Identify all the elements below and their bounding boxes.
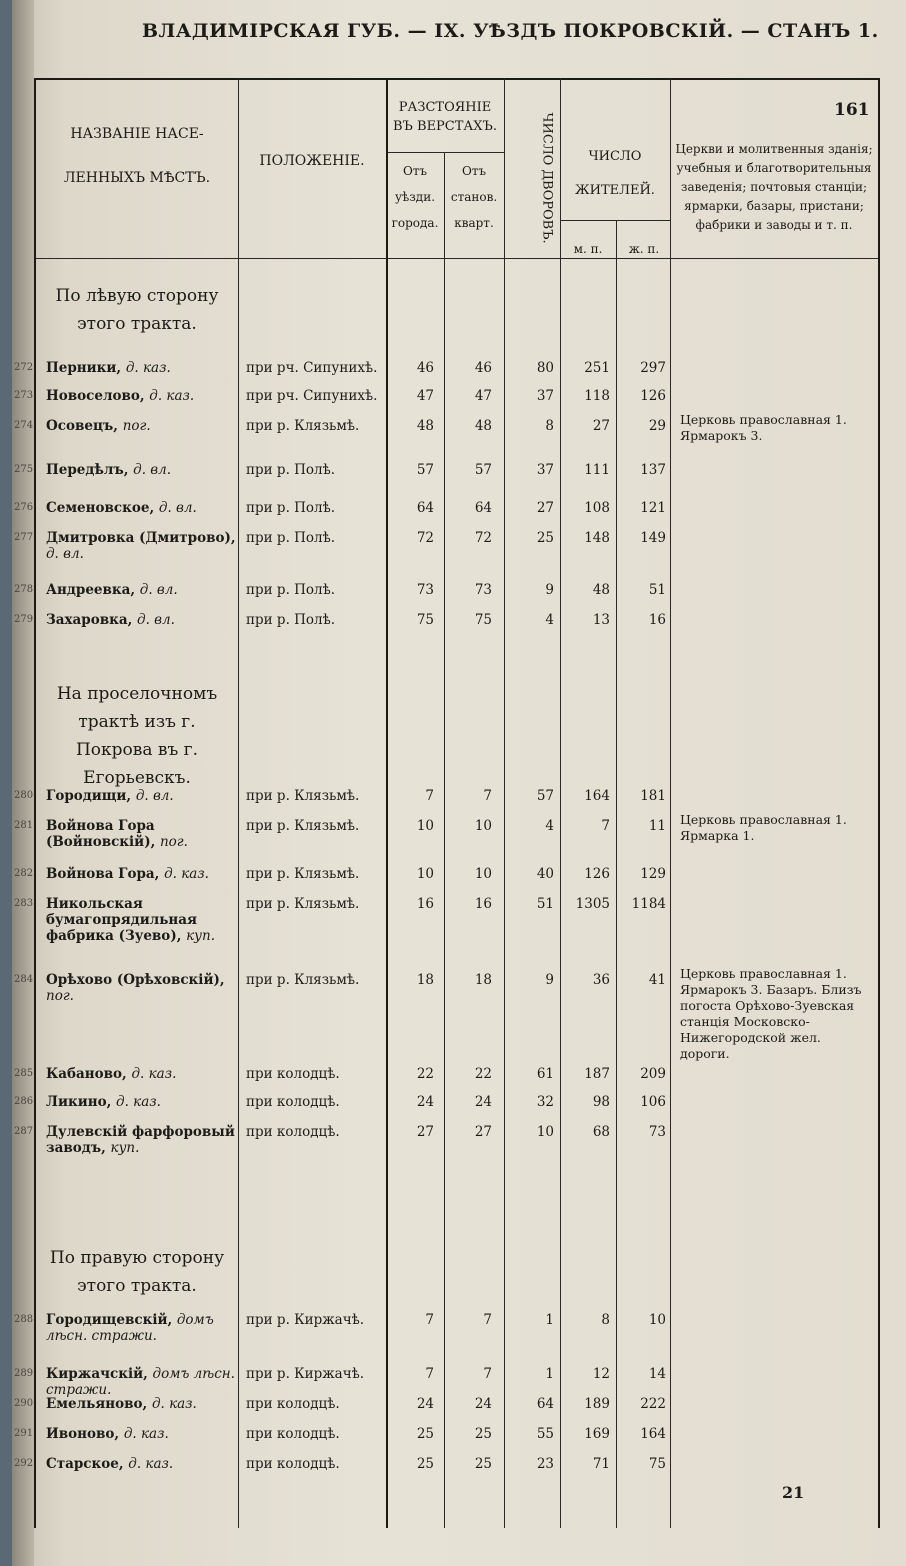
cell-name <box>46 582 241 598</box>
cell-city: 7 <box>425 788 434 804</box>
cell-pos: при р. Полѣ. <box>246 500 336 516</box>
place-name: Захаровка, <box>46 612 133 628</box>
cell-city: 10 <box>416 818 434 834</box>
place-name: Ликино, <box>46 1094 112 1110</box>
cell-idx: 284 <box>14 974 34 985</box>
cell-hh: 4 <box>545 612 554 628</box>
cell-pos: при р. Клязьмѣ. <box>246 818 360 834</box>
cell-hh: 61 <box>536 1066 554 1082</box>
residents-subrule <box>560 220 670 221</box>
cell-city: 16 <box>416 896 434 912</box>
cell-m: 118 <box>584 388 610 404</box>
cell-name <box>46 530 241 562</box>
page-header: ВЛАДИМІРСКАЯ ГУБ. — IX. УѢЗДЪ ПОКРОВСКІЙ. — СТАНЪ 1. <box>142 20 879 42</box>
cell-pos: при р. Полѣ. <box>246 530 336 546</box>
col-header-name: НАЗВАНІЕ НАСЕ-ЛЕННЫХЪ МѢСТЪ. <box>63 126 211 186</box>
cell-city: 24 <box>416 1396 434 1412</box>
cell-m: 98 <box>592 1094 610 1110</box>
cell-pos: при колодцѣ. <box>246 1456 340 1472</box>
cell-idx: 278 <box>14 584 34 595</box>
place-name: Городищи, <box>46 788 132 804</box>
header-bottom-rule <box>34 258 880 259</box>
cell-m: 126 <box>584 866 610 882</box>
cell-hh: 10 <box>536 1124 554 1140</box>
place-name: Андреевка, <box>46 582 136 598</box>
cell-f: 41 <box>648 972 666 988</box>
cell-station: 18 <box>474 972 492 988</box>
cell-idx: 289 <box>14 1368 34 1379</box>
document-page <box>12 0 906 1566</box>
place-name: Войнова Гора (Войновскій), <box>46 818 156 850</box>
cell-name <box>46 462 241 478</box>
cell-m: 189 <box>584 1396 610 1412</box>
cell-city: 18 <box>416 972 434 988</box>
cell-pos: при р. Полѣ. <box>246 582 336 598</box>
col-header-position: ПОЛОЖЕНІЕ. <box>259 153 365 169</box>
place-type: куп. <box>186 928 215 944</box>
place-type: д. вл. <box>139 582 178 598</box>
cell-pos: при рч. Сипунихѣ. <box>246 360 378 376</box>
cell-pos: при р. Клязьмѣ. <box>246 418 360 434</box>
cell-city: 73 <box>416 582 434 598</box>
cell-name <box>46 500 241 516</box>
cell-station: 7 <box>483 1366 492 1382</box>
cell-f: 11 <box>648 818 666 834</box>
cell-idx: 285 <box>14 1068 34 1079</box>
cell-idx: 288 <box>14 1314 34 1325</box>
cell-pos: при колодцѣ. <box>246 1094 340 1110</box>
cell-city: 46 <box>416 360 434 376</box>
cell-m: 169 <box>584 1426 610 1442</box>
cell-city: 64 <box>416 500 434 516</box>
cell-city: 7 <box>425 1366 434 1382</box>
cell-idx: 276 <box>14 502 34 513</box>
cell-station: 27 <box>474 1124 492 1140</box>
cell-station: 57 <box>474 462 492 478</box>
cell-m: 48 <box>592 582 610 598</box>
cell-name <box>46 788 241 804</box>
cell-station: 22 <box>474 1066 492 1082</box>
cell-pos: при р. Клязьмѣ. <box>246 896 360 912</box>
cell-idx: 281 <box>14 820 34 831</box>
cell-m: 1305 <box>575 896 610 912</box>
place-name: Ивоново, <box>46 1426 120 1442</box>
col-line <box>504 78 505 1528</box>
cell-station: 47 <box>474 388 492 404</box>
cell-pos: при колодцѣ. <box>246 1124 340 1140</box>
cell-station: 64 <box>474 500 492 516</box>
place-type: д. каз. <box>131 1066 177 1082</box>
distance-subrule <box>386 152 504 153</box>
cell-station: 72 <box>474 530 492 546</box>
cell-pos: при р. Киржачѣ. <box>246 1366 365 1382</box>
cell-pos: при р. Клязьмѣ. <box>246 788 360 804</box>
cell-f: 121 <box>640 500 666 516</box>
place-name: Киржачскій, <box>46 1366 148 1382</box>
cell-pos: при р. Киржачѣ. <box>246 1312 365 1328</box>
col-line <box>444 152 445 1528</box>
cell-hh: 9 <box>545 582 554 598</box>
cell-f: 10 <box>648 1312 666 1328</box>
col-line <box>670 78 671 1528</box>
cell-name <box>46 388 241 404</box>
cell-hh: 40 <box>536 866 554 882</box>
col-line <box>616 220 617 1528</box>
cell-f: 29 <box>648 418 666 434</box>
place-type: д. вл. <box>135 788 174 804</box>
cell-name <box>46 972 241 1004</box>
cell-name <box>46 612 241 628</box>
cell-pos: при р. Полѣ. <box>246 462 336 478</box>
table-top-rule <box>34 78 880 80</box>
cell-f: 149 <box>640 530 666 546</box>
cell-f: 106 <box>640 1094 666 1110</box>
cell-station: 7 <box>483 1312 492 1328</box>
place-type: куп. <box>110 1140 140 1156</box>
cell-station: 46 <box>474 360 492 376</box>
col-line <box>386 78 388 1528</box>
cell-city: 22 <box>416 1066 434 1082</box>
col-line <box>34 78 36 1528</box>
cell-idx: 279 <box>14 614 34 625</box>
cell-pos: при колодцѣ. <box>246 1396 340 1412</box>
cell-idx: 274 <box>14 420 34 431</box>
col-header-distance: РАЗСТОЯНІЕ ВЪ ВЕРСТАХЪ. <box>393 100 497 134</box>
cell-idx: 291 <box>14 1428 34 1439</box>
place-name: Войнова Гора, <box>46 866 160 882</box>
cell-f: 181 <box>640 788 666 804</box>
cell-city: 10 <box>416 866 434 882</box>
place-type: д. вл. <box>46 546 84 562</box>
cell-city: 72 <box>416 530 434 546</box>
cell-station: 25 <box>474 1426 492 1442</box>
cell-idx: 275 <box>14 464 34 475</box>
cell-pos: при р. Клязьмѣ. <box>246 972 360 988</box>
place-type: д. каз. <box>149 388 195 404</box>
cell-m: 148 <box>584 530 610 546</box>
cell-idx: 282 <box>14 868 34 879</box>
cell-f: 126 <box>640 388 666 404</box>
place-name: Емельяново, <box>46 1396 148 1412</box>
cell-idx: 277 <box>14 532 34 543</box>
cell-city: 7 <box>425 1312 434 1328</box>
cell-name <box>46 1066 241 1082</box>
cell-name <box>46 1426 241 1442</box>
cell-idx: 280 <box>14 790 34 801</box>
cell-note: Церковь православная 1. Ярмарокъ 3. <box>680 412 847 443</box>
cell-hh: 1 <box>545 1366 554 1382</box>
col-header-households: ЧИСЛО ДВОРОВЪ. <box>539 112 555 244</box>
cell-hh: 57 <box>536 788 554 804</box>
col-header-male: м. п. <box>573 242 603 256</box>
cell-f: 1184 <box>631 896 666 912</box>
cell-m: 251 <box>584 360 610 376</box>
cell-name <box>46 1094 241 1110</box>
place-name: Городищевскій, <box>46 1312 173 1328</box>
footer-number: 21 <box>782 1483 805 1502</box>
col-line <box>560 78 561 1528</box>
cell-f: 129 <box>640 866 666 882</box>
section-title: На проселочномъ трактѣ изъ г. Покрова въ г. Егорьевскъ. <box>56 684 218 788</box>
cell-city: 75 <box>416 612 434 628</box>
place-type: домъ лѣсн. стражи. <box>46 1366 235 1398</box>
cell-idx: 286 <box>14 1096 34 1107</box>
cell-city: 27 <box>416 1124 434 1140</box>
cell-note: Церковь православная 1. Ярмарокъ 3. Базаръ. Близъ погоста Орѣхово-Зуевская станція Московско-Нижегородской жел. дороги. <box>680 966 862 1061</box>
place-type: д. каз. <box>116 1094 161 1110</box>
cell-f: 209 <box>640 1066 666 1082</box>
cell-city: 57 <box>416 462 434 478</box>
cell-m: 8 <box>601 1312 610 1328</box>
place-name: Передѣлъ, <box>46 462 129 478</box>
place-type: пог. <box>159 834 188 850</box>
place-name: Орѣхово (Орѣховскій), <box>46 972 225 988</box>
cell-hh: 4 <box>545 818 554 834</box>
cell-pos: при р. Клязьмѣ. <box>246 866 360 882</box>
cell-name <box>46 866 241 882</box>
col-header-dist-city: Отъ уѣзди. города. <box>391 164 439 230</box>
cell-f: 222 <box>640 1396 666 1412</box>
place-name: Осовецъ, <box>46 418 118 434</box>
cell-city: 25 <box>416 1456 434 1472</box>
cell-idx: 287 <box>14 1126 34 1137</box>
cell-m: 27 <box>592 418 610 434</box>
cell-hh: 37 <box>536 462 554 478</box>
cell-station: 10 <box>474 866 492 882</box>
place-name: Дулевскій фарфоровый заводъ, <box>46 1124 235 1156</box>
cell-hh: 64 <box>536 1396 554 1412</box>
place-type: д. вл. <box>158 500 197 516</box>
place-name: Перники, <box>46 360 122 376</box>
cell-hh: 8 <box>545 418 554 434</box>
cell-pos: при колодцѣ. <box>246 1426 340 1442</box>
cell-m: 71 <box>592 1456 610 1472</box>
cell-pos: при рч. Сипунихѣ. <box>246 388 378 404</box>
place-name: Старское, <box>46 1456 124 1472</box>
cell-station: 73 <box>474 582 492 598</box>
cell-m: 187 <box>584 1066 610 1082</box>
col-header-notes: Церкви и молитвенныя зданія; учебныя и благотворительныя заведенія; почтовыя станціи; ярмарки, базары, пристани; фабрики и заводы и т. п. <box>675 142 873 232</box>
cell-hh: 23 <box>536 1456 554 1472</box>
cell-hh: 51 <box>536 896 554 912</box>
cell-f: 73 <box>648 1124 666 1140</box>
cell-station: 16 <box>474 896 492 912</box>
cell-hh: 55 <box>536 1426 554 1442</box>
place-name: Никольская бумагопрядильная фабрика (Зуево), <box>46 896 197 944</box>
cell-pos: при колодцѣ. <box>246 1066 340 1082</box>
cell-m: 36 <box>592 972 610 988</box>
place-type: д. каз. <box>164 866 209 882</box>
cell-city: 47 <box>416 388 434 404</box>
cell-name <box>46 1312 241 1344</box>
cell-m: 7 <box>601 818 610 834</box>
place-type: д. каз. <box>125 360 171 376</box>
cell-f: 75 <box>648 1456 666 1472</box>
cell-hh: 1 <box>545 1312 554 1328</box>
col-line <box>878 78 880 1528</box>
cell-hh: 37 <box>536 388 554 404</box>
cell-name <box>46 818 241 850</box>
cell-station: 75 <box>474 612 492 628</box>
place-type: пог. <box>122 418 151 434</box>
cell-name <box>46 1456 241 1472</box>
col-header-residents: ЧИСЛО ЖИТЕЛЕЙ. <box>575 149 655 198</box>
cell-f: 14 <box>648 1366 666 1382</box>
cell-station: 7 <box>483 788 492 804</box>
place-type: пог. <box>46 988 74 1004</box>
cell-f: 137 <box>640 462 666 478</box>
cell-hh: 32 <box>536 1094 554 1110</box>
cell-station: 24 <box>474 1396 492 1412</box>
cell-idx: 290 <box>14 1398 34 1409</box>
cell-name <box>46 1366 241 1398</box>
cell-idx: 272 <box>14 362 34 373</box>
cell-city: 24 <box>416 1094 434 1110</box>
place-name: Новоселово, <box>46 388 145 404</box>
book-spine <box>12 0 34 1566</box>
cell-m: 108 <box>584 500 610 516</box>
cell-m: 12 <box>592 1366 610 1382</box>
cell-pos: при р. Полѣ. <box>246 612 336 628</box>
cell-city: 48 <box>416 418 434 434</box>
cell-hh: 27 <box>536 500 554 516</box>
section-title: По лѣвую сторону этого тракта. <box>55 286 219 334</box>
cell-station: 10 <box>474 818 492 834</box>
cell-m: 68 <box>592 1124 610 1140</box>
cell-hh: 80 <box>536 360 554 376</box>
cell-m: 13 <box>592 612 610 628</box>
col-header-dist-station: Отъ станов. кварт. <box>450 164 498 230</box>
cell-m: 164 <box>584 788 610 804</box>
cell-station: 48 <box>474 418 492 434</box>
cell-idx: 273 <box>14 390 34 401</box>
cell-f: 297 <box>640 360 666 376</box>
cell-name <box>46 418 241 434</box>
col-header-female: ж. п. <box>628 242 660 256</box>
place-type: д. каз. <box>123 1426 169 1442</box>
place-name: Семеновское, <box>46 500 155 516</box>
cell-note: Церковь православная 1. Ярмарка 1. <box>680 812 847 843</box>
cell-hh: 25 <box>536 530 554 546</box>
place-name: Дмитровка (Дмитрово), <box>46 530 236 546</box>
cell-f: 16 <box>648 612 666 628</box>
cell-name <box>46 360 241 376</box>
cell-name <box>46 896 241 944</box>
section-title: По правую сторону этого тракта. <box>49 1248 225 1296</box>
cell-name <box>46 1396 241 1412</box>
cell-idx: 283 <box>14 898 34 909</box>
cell-f: 164 <box>640 1426 666 1442</box>
cell-m: 111 <box>584 462 610 478</box>
cell-station: 25 <box>474 1456 492 1472</box>
cell-hh: 9 <box>545 972 554 988</box>
cell-f: 51 <box>648 582 666 598</box>
cell-station: 24 <box>474 1094 492 1110</box>
place-type: д. вл. <box>137 612 175 628</box>
cell-idx: 292 <box>14 1458 34 1469</box>
place-type: домъ лѣсн. стражи. <box>46 1312 214 1344</box>
cell-name <box>46 1124 241 1156</box>
place-type: д. вл. <box>133 462 172 478</box>
place-type: д. каз. <box>128 1456 174 1472</box>
place-name: Кабаново, <box>46 1066 127 1082</box>
place-type: д. каз. <box>151 1396 197 1412</box>
cell-city: 25 <box>416 1426 434 1442</box>
page-number: 161 <box>834 100 870 120</box>
